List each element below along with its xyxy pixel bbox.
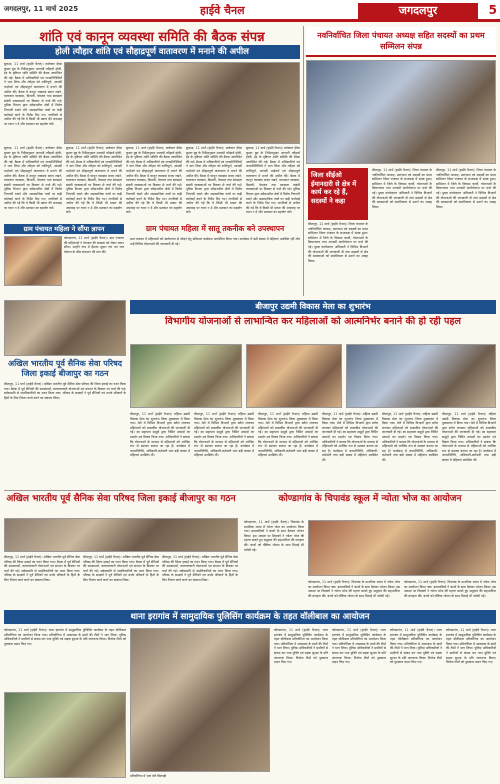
body-peace-1: सुकमा, 11 मार्च (हाईवे चैनल)। कलेक्टर देवेश कुमार ध्रुव के निर्देशानुसार आगामी त्यौहारों होली, ईद के दृष्टिगत शांति समिति की बैठक आयोजित की गई। बैठक में अधिकारियों एवं जनप्रतिनिधियों ने भाग लिया और त्यौहार को शांतिपूर्ण, आपसी भाईचारे एवं सौहाद्रपूर्ण वातावरण में मनाने की अपील की। बैठक में कानून व्यवस्था बनाए रखने, यातायात व्यवस्था, बिजली, पेयजल तथा स्वच्छता संबंधी व्यवस्थाओं पर विस्तार से चर्चा की गई। पुलिस विभाग द्वारा संवेदनशील क्षेत्रों में विशेष निगरानी रखने और असामाजिक तत्वों पर कड़ी कार्रवाई करने के निर्देश दिए गए। नागरिकों से अपील की गई कि वे किसी भी प्रकार की अफवाह पर ध्यान न दें और प्रशासन का सहयोग करें।	[4, 62, 62, 126]
headline-school: कोण्डागांव के चिपावंड स्कूल में न्योता भोज का आयोजन	[278, 494, 462, 504]
body-veterans-2: बीजापुर, 11 मार्च (हाईवे चैनल)। अखिल भारतीय पूर्व सैनिक सेवा परिषद की जिला इकाई का गठन किया गया। बैठक में पूर्व सैनिकों की समस्याओं, कल्याणकारी योजनाओं एवं संगठन के विस्तार पर चर्चा की गई। सर्वसम्मति से पदाधिकारियों का चयन किया गया। परिषद के सदस्यों ने पूर्व सैनिकों एवं उनके परिवारों के हितों के लिए निरंतर कार्य करने का संकल्प लिया।	[83, 555, 159, 582]
body-volleyball-5: कोण्डागांव, 11 मार्च (हाईवे चैनल)। थाना इरागांव में सामुदायिक पुलिसिंग कार्यक्रम के तहत वॉलीबाल प्रतियोगिता का आयोजन किया गया। प्रतियोगिता में आसपास के ग्रामों की टीमों ने भाग लिया। पुलिस अधिकारियों ने ग्रामीणों से संवाद कर नशा मुक्ति एवं सड़क सुरक्षा के प्रति जागरूक किया। विजेता टीमों को पुरस्कार प्रदान किए गए।	[446, 628, 496, 665]
body-mela-3: बीजापुर, 11 मार्च (हाईवे चैनल)। महिला उद्यमी विकास मेला का शुभारंभ जिला मुख्यालय में किया गया। मेले में विभिन्न विभागों द्वारा स्टॉल लगाकर महिलाओं को शासकीय योजनाओं की जानकारी दी गई। स्व सहायता समूहों द्वारा निर्मित उत्पादों का प्रदर्शन एवं विक्रय किया गया। अधिकारियों ने बताया कि योजनाओं के माध्यम से महिलाओं को आर्थिक रूप से सशक्त बनाया जा रहा है। कार्यक्रम में जनप्रतिनिधि, अधिकारी-कर्मचारी तथा बड़ी संख्या में महिलाएं उपस्थित थीं।	[258, 412, 318, 458]
body-mela-1: बीजापुर, 11 मार्च (हाईवे चैनल)। महिला उद्यमी विकास मेला का शुभारंभ जिला मुख्यालय में किया गया। मेले में विभिन्न विभागों द्वारा स्टॉल लगाकर महिलाओं को शासकीय योजनाओं की जानकारी दी गई। स्व सहायता समूहों द्वारा निर्मित उत्पादों का प्रदर्शन एवं विक्रय किया गया। अधिकारियों ने बताया कि योजनाओं के माध्यम से महिलाओं को आर्थिक रूप से सशक्त बनाया जा रहा है। कार्यक्रम में जनप्रतिनिधि, अधिकारी-कर्मचारी तथा बड़ी संख्या में महिलाएं उपस्थित थीं।	[130, 412, 190, 458]
photo-volleyball-2	[130, 628, 270, 772]
paper-name: हाईवे चैनल	[200, 4, 245, 17]
body-water: कोण्डागांव, 11 मार्च (हाईवे चैनल)। ग्राम पंचायत की महिलाओं ने पेयजल की समस्या को लेकर ज्ञापन सौंपा। उन्होंने गांव में हैंडपंप सुधार एवं नल जल योजना के शीघ्र संचालन की मांग की।	[64, 236, 124, 254]
body-veterans-3: बीजापुर, 11 मार्च (हाईवे चैनल)। अखिल भारतीय पूर्व सैनिक सेवा परिषद की जिला इकाई का गठन किया गया। बैठक में पूर्व सैनिकों की समस्याओं, कल्याणकारी योजनाओं एवं संगठन के विस्तार पर चर्चा की गई। सर्वसम्मति से पदाधिकारियों का चयन किया गया। परिषद के सदस्यों ने पूर्व सैनिकों एवं उनके परिवारों के हितों के लिए निरंतर कार्य करने का संकल्प लिया।	[162, 555, 238, 582]
masthead	[0, 0, 500, 22]
photo-mela-3	[346, 344, 496, 408]
headline-peace: शांति एवं कानून व्यवस्था समिति की बैठक संपन्न	[39, 30, 265, 45]
page-number: 5	[488, 3, 497, 17]
body-volleyball-4: कोण्डागांव, 11 मार्च (हाईवे चैनल)। थाना इरागांव में सामुदायिक पुलिसिंग कार्यक्रम के तहत वॉलीबाल प्रतियोगिता का आयोजन किया गया। प्रतियोगिता में आसपास के ग्रामों की टीमों ने भाग लिया। पुलिस अधिकारियों ने ग्रामीणों से संवाद कर नशा मुक्ति एवं सड़क सुरक्षा के प्रति जागरूक किया। विजेता टीमों को पुरस्कार प्रदान किए गए।	[390, 628, 442, 665]
photo-left-top	[4, 300, 126, 356]
column-divider	[303, 26, 304, 296]
body-veterans-1: बीजापुर, 11 मार्च (हाईवे चैनल)। अखिल भारतीय पूर्व सैनिक सेवा परिषद की जिला इकाई का गठन किया गया। बैठक में पूर्व सैनिकों की समस्याओं, कल्याणकारी योजनाओं एवं संगठन के विस्तार पर चर्चा की गई। सर्वसम्मति से पदाधिकारियों का चयन किया गया। परिषद के सदस्यों ने पूर्व सैनिकों एवं उनके परिवारों के हितों के लिए निरंतर कार्य करने का संकल्प लिया।	[4, 555, 80, 582]
body-school-2: कोण्डागांव, 11 मार्च (हाईवे चैनल)। चिपावंड के प्राथमिक शाला में न्योता भोज का आयोजन किया गया। ग्रामवासियों ने बच्चों के साथ बैठकर भोजन किया। इस अवसर पर शिक्षकों ने न्योता भोज की महत्ता बताते हुए समुदाय की सहभागिता की सराहना की। बच्चों को पौष्टिक भोजन के साथ मिठाई भी परोसी गई।	[308, 580, 400, 598]
body-peace-4: सुकमा, 11 मार्च (हाईवे चैनल)। कलेक्टर देवेश कुमार ध्रुव के निर्देशानुसार आगामी त्यौहारों होली, ईद के दृष्टिगत शांति समिति की बैठक आयोजित की गई। बैठक में अधिकारियों एवं जनप्रतिनिधियों ने भाग लिया और त्यौहार को शांतिपूर्ण, आपसी भाईचारे एवं सौहाद्रपूर्ण वातावरण में मनाने की अपील की। बैठक में कानून व्यवस्था बनाए रखने, यातायात व्यवस्था, बिजली, पेयजल तथा स्वच्छता संबंधी व्यवस्थाओं पर विस्तार से चर्चा की गई। पुलिस विभाग द्वारा संवेदनशील क्षेत्रों में विशेष निगरानी रखने और असामाजिक तत्वों पर कड़ी कार्रवाई करने के निर्देश दिए गए। नागरिकों से अपील की गई कि वे किसी भी प्रकार की अफवाह पर ध्यान न दें और प्रशासन का सहयोग करें।	[126, 146, 182, 215]
strap-mela: बीजापुर उद्यमी विकास मेला का शुभारंभ	[255, 302, 371, 311]
body-peace-3: सुकमा, 11 मार्च (हाईवे चैनल)। कलेक्टर देवेश कुमार ध्रुव के निर्देशानुसार आगामी त्यौहारों होली, ईद के दृष्टिगत शांति समिति की बैठक आयोजित की गई। बैठक में अधिकारियों एवं जनप्रतिनिधियों ने भाग लिया और त्यौहार को शांतिपूर्ण, आपसी भाईचारे एवं सौहाद्रपूर्ण वातावरण में मनाने की अपील की। बैठक में कानून व्यवस्था बनाए रखने, यातायात व्यवस्था, बिजली, पेयजल तथा स्वच्छता संबंधी व्यवस्थाओं पर विस्तार से चर्चा की गई। पुलिस विभाग द्वारा संवेदनशील क्षेत्रों में विशेष निगरानी रखने और असामाजिक तत्वों पर कड़ी कार्रवाई करने के निर्देश दिए गए। नागरिकों से अपील की गई कि वे किसी भी प्रकार की अफवाह पर ध्यान न दें और प्रशासन का सहयोग करें।	[66, 146, 122, 215]
body-mela-4: बीजापुर, 11 मार्च (हाईवे चैनल)। महिला उद्यमी विकास मेला का शुभारंभ जिला मुख्यालय में किया गया। मेले में विभिन्न विभागों द्वारा स्टॉल लगाकर महिलाओं को शासकीय योजनाओं की जानकारी दी गई। स्व सहायता समूहों द्वारा निर्मित उत्पादों का प्रदर्शन एवं विक्रय किया गया। अधिकारियों ने बताया कि योजनाओं के माध्यम से महिलाओं को आर्थिक रूप से सशक्त बनाया जा रहा है। कार्यक्रम में जनप्रतिनिधि, अधिकारी-कर्मचारी तथा बड़ी संख्या में महिलाएं उपस्थित थीं।	[322, 412, 378, 462]
headline-veterans-left: अखिल भारतीय पूर्व सैनिक सेवा परिषद जिला इकाई बीजापुर का गठन	[7, 359, 123, 378]
strap-peace: होली त्यौहार शांति एवं सौहाद्रपूर्ण वातावरण में मनाने की अपील	[4, 45, 300, 59]
callout-quote: जिला सीईओ ईमानदारी से क्षेत्र में कार्य कर रहे हैं, सदस्यों ने कहा	[308, 168, 368, 220]
body-women: ग्राम पंचायत में महिलाओं को स्वरोजगार से जोड़ने हेतु प्रशिक्षण कार्यक्रम आयोजित किया गया। कार्यक्रम में बड़ी संख्या में महिलाएं उपस्थित रहीं और उन्हें विभिन्न योजनाओं की जानकारी दी गई।	[130, 237, 300, 246]
body-peace-2: सुकमा, 11 मार्च (हाईवे चैनल)। कलेक्टर देवेश कुमार ध्रुव के निर्देशानुसार आगामी त्यौहारों होली, ईद के दृष्टिगत शांति समिति की बैठक आयोजित की गई। बैठक में अधिकारियों एवं जनप्रतिनिधियों ने भाग लिया और त्यौहार को शांतिपूर्ण, आपसी भाईचारे एवं सौहाद्रपूर्ण वातावरण में मनाने की अपील की। बैठक में कानून व्यवस्था बनाए रखने, यातायात व्यवस्था, बिजली, पेयजल तथा स्वच्छता संबंधी व्यवस्थाओं पर विस्तार से चर्चा की गई। पुलिस विभाग द्वारा संवेदनशील क्षेत्रों में विशेष निगरानी रखने और असामाजिक तत्वों पर कड़ी कार्रवाई करने के निर्देश दिए गए। नागरिकों से अपील की गई कि वे किसी भी प्रकार की अफवाह पर ध्यान न दें और प्रशासन का सहयोग करें।	[4, 146, 62, 210]
headline-water: ग्राम पंचायत महिला ने सौंपा ज्ञापन	[4, 224, 124, 234]
headline-mela: विभागीय योजनाओं से लाभान्वित कर महिलाओं को आत्मनिर्भर बनाने की हो रही पहल	[165, 316, 461, 327]
photo-volleyball-1	[4, 692, 126, 778]
mela-strap-bar	[130, 300, 496, 314]
masthead-date: जगदलपुर, 11 मार्च 2025	[4, 5, 79, 13]
body-mela-5: बीजापुर, 11 मार्च (हाईवे चैनल)। महिला उद्यमी विकास मेला का शुभारंभ जिला मुख्यालय में किया गया। मेले में विभिन्न विभागों द्वारा स्टॉल लगाकर महिलाओं को शासकीय योजनाओं की जानकारी दी गई। स्व सहायता समूहों द्वारा निर्मित उत्पादों का प्रदर्शन एवं विक्रय किया गया। अधिकारियों ने बताया कि योजनाओं के माध्यम से महिलाओं को आर्थिक रूप से सशक्त बनाया जा रहा है। कार्यक्रम में जनप्रतिनिधि, अधिकारी-कर्मचारी तथा बड़ी संख्या में महिलाएं उपस्थित थीं।	[382, 412, 438, 462]
photo-school	[308, 520, 496, 576]
body-veterans-left: बीजापुर, 11 मार्च (हाईवे चैनल)। अखिल भारतीय पूर्व सैनिक सेवा परिषद की जिला इकाई का गठन किया गया। बैठक में पूर्व सैनिकों की समस्याओं, कल्याणकारी योजनाओं एवं संगठन के विस्तार पर चर्चा की गई। सर्वसम्मति से पदाधिकारियों का चयन किया गया। परिषद के सदस्यों ने पूर्व सैनिकों एवं उनके परिवारों के हितों के लिए निरंतर कार्य करने का संकल्प लिया।	[4, 382, 126, 400]
photo-panchayat	[306, 60, 496, 164]
city-label: जगदलपुर	[358, 3, 478, 19]
photo-peace-meeting	[64, 62, 300, 144]
section-divider	[4, 490, 496, 491]
body-peace-6: सुकमा, 11 मार्च (हाईवे चैनल)। कलेक्टर देवेश कुमार ध्रुव के निर्देशानुसार आगामी त्यौहारों होली, ईद के दृष्टिगत शांति समिति की बैठक आयोजित की गई। बैठक में अधिकारियों एवं जनप्रतिनिधियों ने भाग लिया और त्यौहार को शांतिपूर्ण, आपसी भाईचारे एवं सौहाद्रपूर्ण वातावरण में मनाने की अपील की। बैठक में कानून व्यवस्था बनाए रखने, यातायात व्यवस्था, बिजली, पेयजल तथा स्वच्छता संबंधी व्यवस्थाओं पर विस्तार से चर्चा की गई। पुलिस विभाग द्वारा संवेदनशील क्षेत्रों में विशेष निगरानी रखने और असामाजिक तत्वों पर कड़ी कार्रवाई करने के निर्देश दिए गए। नागरिकों से अपील की गई कि वे किसी भी प्रकार की अफवाह पर ध्यान न दें और प्रशासन का सहयोग करें।	[246, 146, 300, 215]
headline-volleyball: थाना इरागांव में सामुदायिक पुलिसिंग कार्यक्रम के तहत वॉलीबाल का आयोजन	[4, 610, 496, 624]
caption-volleyball: प्रतियोगिता में भाग लेते खिलाड़ी	[130, 774, 167, 778]
headline-panchayat-box	[306, 27, 496, 57]
headline-women: ग्राम पंचायत महिला में सातू तकनीक बने उपस्थापन	[145, 224, 285, 233]
body-school-1: कोण्डागांव, 11 मार्च (हाईवे चैनल)। चिपावंड के प्राथमिक शाला में न्योता भोज का आयोजन किया गया। ग्रामवासियों ने बच्चों के साथ बैठकर भोजन किया। इस अवसर पर शिक्षकों ने न्योता भोज की महत्ता बताते हुए समुदाय की सहभागिता की सराहना की। बच्चों को पौष्टिक भोजन के साथ मिठाई भी परोसी गई।	[244, 520, 304, 552]
body-volleyball-2: कोण्डागांव, 11 मार्च (हाईवे चैनल)। थाना इरागांव में सामुदायिक पुलिसिंग कार्यक्रम के तहत वॉलीबाल प्रतियोगिता का आयोजन किया गया। प्रतियोगिता में आसपास के ग्रामों की टीमों ने भाग लिया। पुलिस अधिकारियों ने ग्रामीणों से संवाद कर नशा मुक्ति एवं सड़क सुरक्षा के प्रति जागरूक किया। विजेता टीमों को पुरस्कार प्रदान किए गए।	[274, 628, 328, 665]
body-panchayat-2: बीजापुर, 11 मार्च (हाईवे चैनल)। जिला पंचायत के नवनिर्वाचित अध्यक्ष, उपाध्यक्ष एवं सदस्यों का प्रथम सम्मिलन जिला पंचायत के सभाकक्ष में संपन्न हुआ। सम्मिलन में जिले के विकास कार्यों, योजनाओं के क्रियान्वयन तथा आगामी कार्ययोजना पर चर्चा की गई। मुख्य कार्यपालन अधिकारी ने विभिन्न विभागों की योजनाओं की जानकारी दी तथा सदस्यों से क्षेत्र की समस्याओं को प्राथमिकता से उठाने का आग्रह किया।	[372, 168, 432, 209]
headline-veterans: अखिल भारतीय पूर्व सैनिक सेवा परिषद जिला इकाई बीजापुर का गठन	[6, 494, 236, 504]
body-volleyball-1: कोण्डागांव, 11 मार्च (हाईवे चैनल)। थाना इरागांव में सामुदायिक पुलिसिंग कार्यक्रम के तहत वॉलीबाल प्रतियोगिता का आयोजन किया गया। प्रतियोगिता में आसपास के ग्रामों की टीमों ने भाग लिया। पुलिस अधिकारियों ने ग्रामीणों से संवाद कर नशा मुक्ति एवं सड़क सुरक्षा के प्रति जागरूक किया। विजेता टीमों को पुरस्कार प्रदान किए गए।	[4, 628, 126, 646]
headline-panchayat: नवनिर्वाचित जिला पंचायत अध्यक्ष सहित सदस्यों का प्रथम सम्मिलन संपन्न	[317, 31, 485, 51]
photo-water	[4, 236, 62, 286]
body-panchayat-3: बीजापुर, 11 मार्च (हाईवे चैनल)। जिला पंचायत के नवनिर्वाचित अध्यक्ष, उपाध्यक्ष एवं सदस्यों का प्रथम सम्मिलन जिला पंचायत के सभाकक्ष में संपन्न हुआ। सम्मिलन में जिले के विकास कार्यों, योजनाओं के क्रियान्वयन तथा आगामी कार्ययोजना पर चर्चा की गई। मुख्य कार्यपालन अधिकारी ने विभिन्न विभागों की योजनाओं की जानकारी दी तथा सदस्यों से क्षेत्र की समस्याओं को प्राथमिकता से उठाने का आग्रह किया।	[436, 168, 496, 209]
body-mela-2: बीजापुर, 11 मार्च (हाईवे चैनल)। महिला उद्यमी विकास मेला का शुभारंभ जिला मुख्यालय में किया गया। मेले में विभिन्न विभागों द्वारा स्टॉल लगाकर महिलाओं को शासकीय योजनाओं की जानकारी दी गई। स्व सहायता समूहों द्वारा निर्मित उत्पादों का प्रदर्शन एवं विक्रय किया गया। अधिकारियों ने बताया कि योजनाओं के माध्यम से महिलाओं को आर्थिक रूप से सशक्त बनाया जा रहा है। कार्यक्रम में जनप्रतिनिधि, अधिकारी-कर्मचारी तथा बड़ी संख्या में महिलाएं उपस्थित थीं।	[194, 412, 254, 458]
photo-mela-2	[246, 344, 342, 408]
body-volleyball-3: कोण्डागांव, 11 मार्च (हाईवे चैनल)। थाना इरागांव में सामुदायिक पुलिसिंग कार्यक्रम के तहत वॉलीबाल प्रतियोगिता का आयोजन किया गया। प्रतियोगिता में आसपास के ग्रामों की टीमों ने भाग लिया। पुलिस अधिकारियों ने ग्रामीणों से संवाद कर नशा मुक्ति एवं सड़क सुरक्षा के प्रति जागरूक किया। विजेता टीमों को पुरस्कार प्रदान किए गए।	[332, 628, 386, 665]
body-school-3: कोण्डागांव, 11 मार्च (हाईवे चैनल)। चिपावंड के प्राथमिक शाला में न्योता भोज का आयोजन किया गया। ग्रामवासियों ने बच्चों के साथ बैठकर भोजन किया। इस अवसर पर शिक्षकों ने न्योता भोज की महत्ता बताते हुए समुदाय की सहभागिता की सराहना की। बच्चों को पौष्टिक भोजन के साथ मिठाई भी परोसी गई।	[404, 580, 496, 598]
women-story-box	[130, 224, 300, 296]
photo-mela-1	[130, 344, 242, 408]
body-panchayat-1: बीजापुर, 11 मार्च (हाईवे चैनल)। जिला पंचायत के नवनिर्वाचित अध्यक्ष, उपाध्यक्ष एवं सदस्यों का प्रथम सम्मिलन जिला पंचायत के सभाकक्ष में संपन्न हुआ। सम्मिलन में जिले के विकास कार्यों, योजनाओं के क्रियान्वयन तथा आगामी कार्ययोजना पर चर्चा की गई। मुख्य कार्यपालन अधिकारी ने विभिन्न विभागों की योजनाओं की जानकारी दी तथा सदस्यों से क्षेत्र की समस्याओं को प्राथमिकता से उठाने का आग्रह किया।	[308, 222, 368, 263]
body-mela-6: बीजापुर, 11 मार्च (हाईवे चैनल)। महिला उद्यमी विकास मेला का शुभारंभ जिला मुख्यालय में किया गया। मेले में विभिन्न विभागों द्वारा स्टॉल लगाकर महिलाओं को शासकीय योजनाओं की जानकारी दी गई। स्व सहायता समूहों द्वारा निर्मित उत्पादों का प्रदर्शन एवं विक्रय किया गया। अधिकारियों ने बताया कि योजनाओं के माध्यम से महिलाओं को आर्थिक रूप से सशक्त बनाया जा रहा है। कार्यक्रम में जनप्रतिनिधि, अधिकारी-कर्मचारी तथा बड़ी संख्या में महिलाएं उपस्थित थीं।	[442, 412, 496, 462]
photo-veterans	[4, 518, 238, 552]
body-peace-5: सुकमा, 11 मार्च (हाईवे चैनल)। कलेक्टर देवेश कुमार ध्रुव के निर्देशानुसार आगामी त्यौहारों होली, ईद के दृष्टिगत शांति समिति की बैठक आयोजित की गई। बैठक में अधिकारियों एवं जनप्रतिनिधियों ने भाग लिया और त्यौहार को शांतिपूर्ण, आपसी भाईचारे एवं सौहाद्रपूर्ण वातावरण में मनाने की अपील की। बैठक में कानून व्यवस्था बनाए रखने, यातायात व्यवस्था, बिजली, पेयजल तथा स्वच्छता संबंधी व्यवस्थाओं पर विस्तार से चर्चा की गई। पुलिस विभाग द्वारा संवेदनशील क्षेत्रों में विशेष निगरानी रखने और असामाजिक तत्वों पर कड़ी कार्रवाई करने के निर्देश दिए गए। नागरिकों से अपील की गई कि वे किसी भी प्रकार की अफवाह पर ध्यान न दें और प्रशासन का सहयोग करें।	[186, 146, 242, 215]
